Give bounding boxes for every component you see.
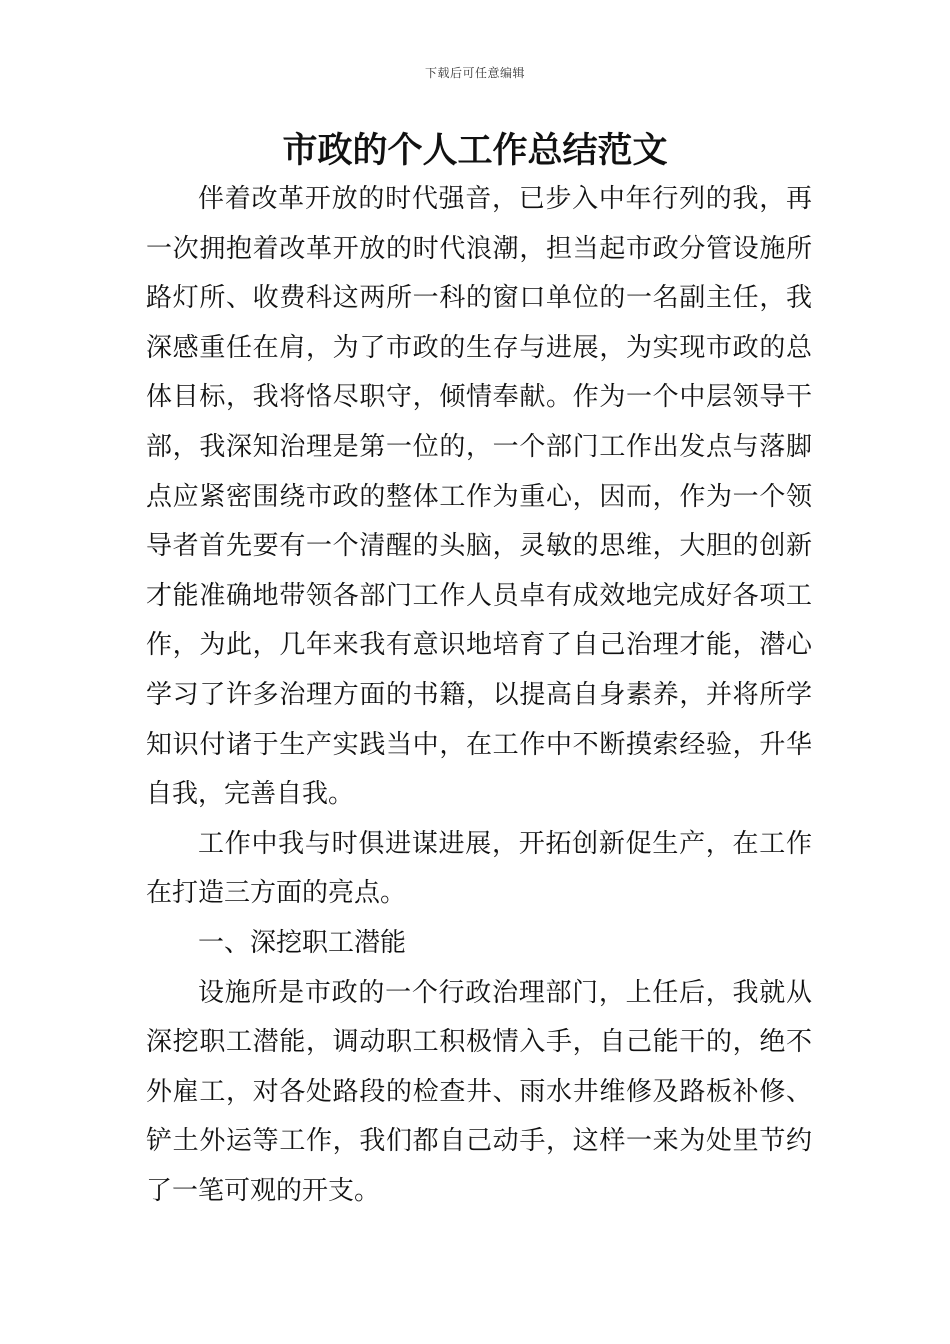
document-body	[146, 175, 812, 1216]
section-heading-1: 一、深挖职工潜能	[198, 927, 407, 958]
document-title: 市政的个人工作总结范文	[282, 131, 668, 171]
body-paragraph-2: 工作中我与时俱进谋进展，开拓创新促生产，在工作在打造三方面的亮点。	[146, 828, 812, 909]
body-paragraph-1: 伴着改革开放的时代强音，已步入中年行列的我，再一次拥抱着改革开放的时代浪潮，担当起市政分管设施所路灯所、收费科这两所一科的窗口单位的一名副主任，我深感重任在肩，为了市政的生存与进展，为实现市政的总体目标，我将恪尽职守，倾情奉献。作为一个中层领导干部，我深知治理是第一位的，一个部门工作出发点与落脚点应紧密围绕市政的整体工作为重心，因而，作为一个领导者首先要有一个清醒的头脑，灵敏的思维，大胆的创新才能准确地带领各部门工作人员卓有成效地完成好各项工作，为此，几年来我有意识地培育了自己治理才能，潜心学习了许多治理方面的书籍，以提高自身素养，并将所学知识付诸于生产实践当中，在工作中不断摸索经验，升华自我，完善自我。	[146, 184, 812, 810]
section-paragraph-1: 设施所是市政的一个行政治理部门，上任后，我就从深挖职工潜能，调动职工积极情入手，自己能干的，绝不外雇工，对各处路段的检查井、雨水井维修及路板补修、铲土外运等工作，我们都自己动手，这样一来为处里节约了一笔可观的开支。	[146, 977, 812, 1206]
page-header-note: 下载后可任意编辑	[424, 66, 525, 80]
